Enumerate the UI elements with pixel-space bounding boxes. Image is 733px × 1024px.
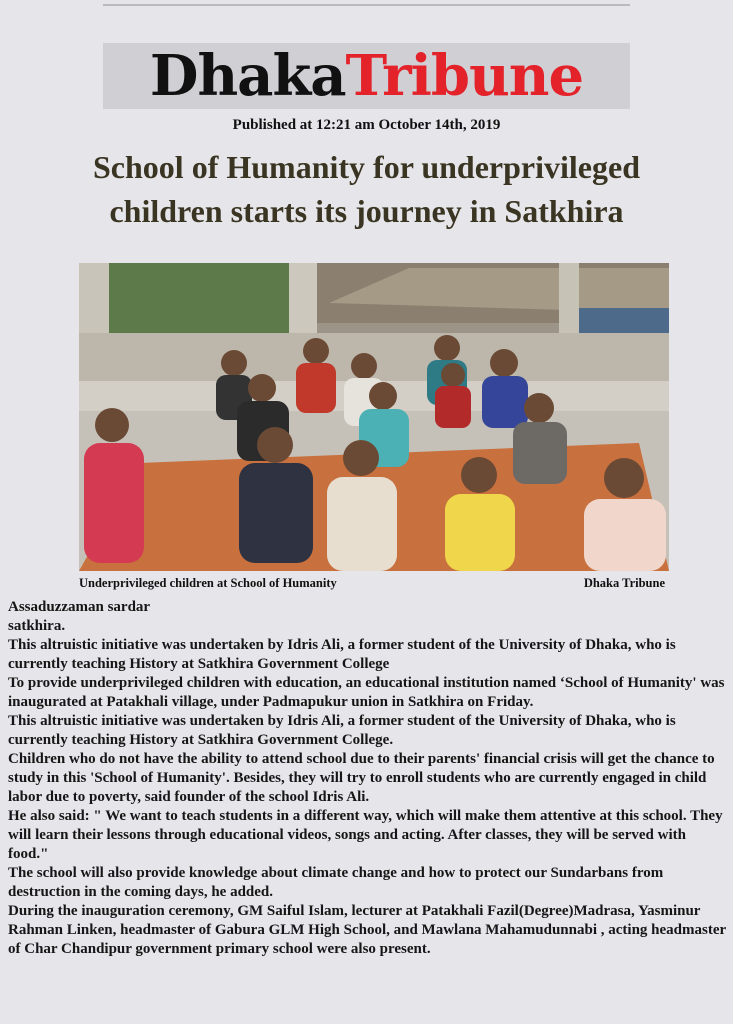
article-body — [8, 598, 728, 959]
headline-line-2: children starts its journey in Satkhira — [109, 193, 624, 229]
headline-line-1: School of Humanity for underprivileged — [93, 149, 640, 185]
masthead-tribune: Tribune — [345, 43, 584, 109]
article-photo — [79, 263, 669, 571]
article-paragraph: This altruistic initiative was undertaken by Idris Ali, a former student of the University of Dhaka, who is currently teaching History at Satkhira Government College — [8, 637, 676, 672]
article-paragraph: He also said: " We want to teach students in a different way, which will make them attentive at this school. They will learn their lessons through educational videos, songs and acting. After classes, they will be served with food." — [8, 808, 723, 862]
top-rule — [103, 4, 630, 6]
byline-location: satkhira. — [8, 618, 66, 634]
photo-credit: Dhaka Tribune — [583, 576, 665, 590]
article-paragraph: This altruistic initiative was undertaken by Idris Ali, a former student of the University of Dhaka, who is currently teaching History at Satkhira Government College. — [8, 713, 676, 748]
article-paragraph: Children who do not have the ability to attend school due to their parents' financial crisis will get the chance to study in this 'School of Humanity'. Besides, they will try to enroll students who are currently engaged in child labor due to poverty, said founder of the school Idris Ali. — [8, 751, 715, 805]
photo-caption: Underprivileged children at School of Humanity — [79, 576, 337, 590]
masthead-dhaka: Dhaka — [149, 43, 346, 109]
byline-author: Assaduzzaman sardar — [8, 599, 151, 615]
article-paragraph: To provide underprivileged children with education, an educational institution named ‘School of Humanity' was inaugurated at Patakhali village, under Padmapukur union in Satkhira on Friday. — [8, 675, 725, 710]
article-paragraph: During the inauguration ceremony, GM Saiful Islam, lecturer at Patakhali Fazil(Degree)Madrasa, Yasminur Rahman Linken, headmaster of Gabura GLM High School, and Mawlana Mahamudunnabi , acting headmaster of Char Chandipur government primary school were also present. — [8, 903, 726, 957]
article-paragraph: The school will also provide knowledge about climate change and how to protect our Sundarbans from destruction in the coming days, he added. — [8, 865, 664, 900]
headline — [20, 145, 713, 233]
publish-date: Published at 12:21 am October 14th, 2019 — [232, 117, 501, 133]
masthead-logo — [103, 43, 630, 109]
